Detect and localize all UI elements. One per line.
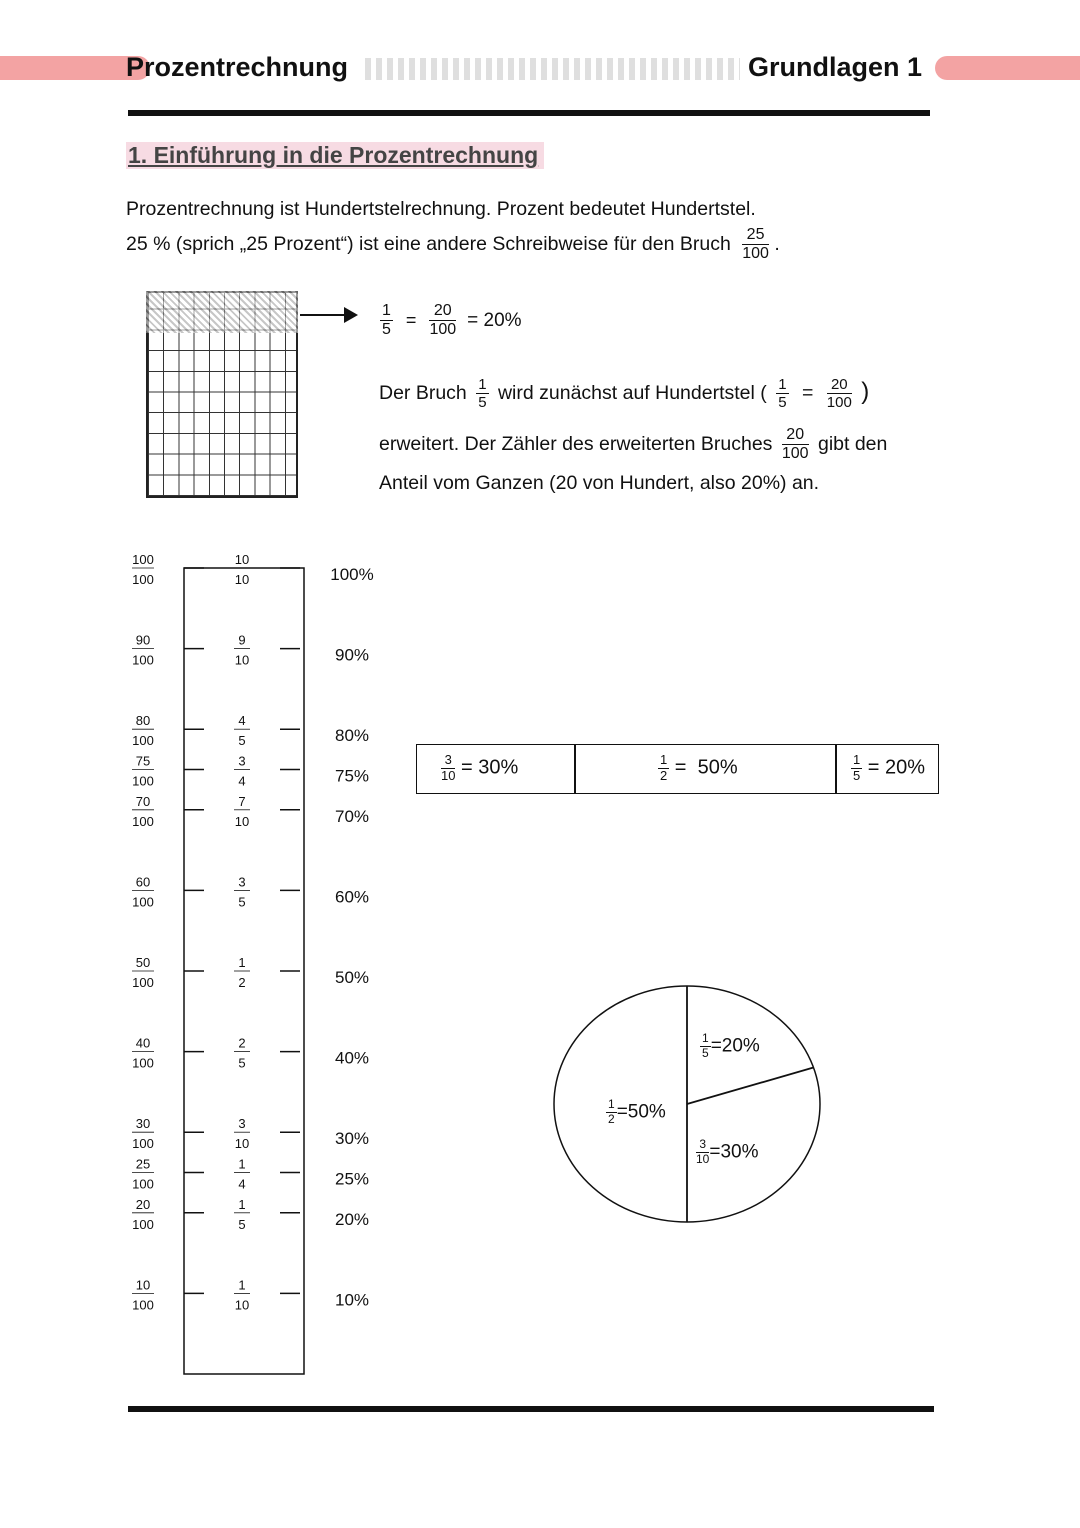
percent-scale [120, 540, 420, 1390]
intro-period: . [774, 233, 780, 256]
fraction-denominator: 100 [781, 445, 809, 463]
fraction-1-5 [851, 753, 862, 784]
scale-percent-label: 50% [334, 968, 370, 987]
fraction-denominator: 2 [608, 1111, 615, 1126]
scale-hundredths-numerator: 50 [135, 955, 151, 970]
header-band-right [935, 56, 1080, 80]
fraction-denominator: 100 [826, 394, 852, 412]
scale-hundredths-denominator: 100 [132, 1216, 154, 1232]
scale-fraction-denominator: 5 [238, 1216, 246, 1232]
fraction-numerator: 1 [608, 1097, 615, 1111]
scale-hundredths-denominator: 100 [132, 894, 154, 910]
header-rule [128, 110, 930, 116]
fraction-numerator: 1 [778, 376, 787, 393]
scale-fraction-numerator: 1 [238, 955, 246, 970]
fraction-numerator: 3 [696, 1138, 709, 1153]
scale-fraction-denominator: 10 [234, 652, 250, 668]
fraction-20-100 [782, 426, 809, 464]
header-noise-decoration [365, 58, 740, 80]
scale-fraction-numerator: 3 [238, 1116, 246, 1132]
bar-separator [835, 745, 837, 793]
example-text-line-3: Anteil vom Ganzen (20 von Hundert, also 20%) an. [379, 472, 820, 494]
scale-hundredths-numerator: 100 [132, 552, 154, 567]
scale-percent-label: 80% [334, 726, 370, 746]
scale-hundredths-denominator: 100 [132, 975, 154, 990]
fraction-numerator: 20 [827, 376, 852, 394]
fraction-1-2 [606, 1098, 617, 1127]
scale-fraction-numerator: 10 [234, 552, 250, 567]
scale-percent-label: 10% [334, 1290, 370, 1310]
fraction-denominator: 2 [660, 767, 668, 783]
bar-segment-30 [441, 753, 518, 784]
bar-segment-label: = 50% [674, 756, 738, 779]
scale-hundredths-denominator: 100 [132, 1297, 154, 1313]
scale-percent-label: 70% [334, 806, 370, 826]
example-text-line-2 [379, 426, 887, 464]
example-equation [380, 302, 522, 340]
pie-chart [540, 980, 840, 1230]
scale-fraction-numerator: 1 [238, 1156, 246, 1172]
scale-fraction-denominator: 5 [238, 733, 246, 749]
pie-label-fifth [700, 1032, 760, 1061]
scale-hundredths-denominator: 100 [132, 1055, 154, 1071]
scale-fraction-numerator: 3 [238, 874, 246, 890]
scale-fraction-numerator: 1 [238, 1277, 246, 1293]
scale-percent-label: 20% [334, 1209, 370, 1229]
fraction-denominator: 5 [382, 321, 391, 339]
scale-percent-label: 90% [334, 645, 370, 665]
fraction-1-5 [380, 302, 393, 340]
scale-fraction-numerator: 1 [238, 1196, 246, 1212]
pie-label-half [606, 1098, 666, 1127]
scale-fraction-numerator: 4 [238, 713, 246, 729]
scale-percent-label: 30% [334, 1129, 370, 1149]
scale-hundredths-numerator: 75 [135, 753, 151, 769]
fraction-numerator: 1 [660, 752, 668, 767]
scale-percent-label: 25% [334, 1169, 370, 1189]
section-title: 1. Einführung in die Prozentrechnung [126, 142, 544, 169]
fraction-numerator: 20 [782, 426, 809, 445]
scale-fraction-denominator: 5 [238, 894, 246, 910]
arrow-line [300, 314, 346, 316]
intro-line-2-text: 25 % (sprich „25 Prozent“) ist eine andere Schreibweise für den Bruch [126, 233, 731, 256]
fraction-denominator: 100 [742, 245, 769, 263]
scale-hundredths-numerator: 60 [135, 874, 151, 890]
fraction-denominator: 100 [429, 321, 457, 339]
equals-sign: = [801, 381, 814, 404]
fraction-25-100 [742, 226, 769, 264]
scale-hundredths-denominator: 100 [132, 733, 154, 749]
bar-segment-label: = 30% [461, 756, 519, 779]
fraction-numerator: 1 [380, 302, 393, 321]
pie-divider-fifth [687, 1068, 813, 1104]
scale-marks [132, 552, 374, 1312]
fraction-1-5 [700, 1032, 711, 1061]
scale-hundredths-denominator: 100 [132, 1136, 154, 1152]
scale-fraction-denominator: 4 [238, 1176, 246, 1192]
fraction-numerator: 20 [429, 302, 456, 321]
fraction-1-2 [658, 753, 669, 784]
fraction-1-5 [776, 376, 788, 412]
fraction-20-100 [429, 302, 456, 340]
example-text-line-1 [379, 376, 869, 412]
fraction-1-5 [476, 376, 488, 412]
fraction-numerator: 1 [853, 752, 861, 767]
scale-hundredths-denominator: 100 [132, 773, 154, 789]
footer-rule [128, 1406, 934, 1412]
intro-line-2 [126, 226, 780, 264]
text-segment: erweitert. Der Zähler des erweiterten Bruches [379, 433, 773, 456]
scale-hundredths-numerator: 20 [135, 1196, 151, 1212]
scale-fraction-denominator: 5 [238, 1055, 246, 1071]
fraction-denominator: 10 [441, 767, 456, 783]
scale-fraction-denominator: 10 [234, 1297, 250, 1313]
scale-fraction-numerator: 2 [238, 1035, 246, 1051]
pie-label-text: =20% [710, 1035, 760, 1057]
pie-label-text: =30% [709, 1141, 759, 1163]
bar-separator [574, 745, 576, 793]
fraction-3-10 [696, 1138, 709, 1167]
scale-percent-label: 75% [334, 766, 370, 786]
scale-fraction-denominator: 4 [238, 773, 246, 789]
scale-percent-label: 100% [330, 565, 374, 584]
scale-hundredths-numerator: 40 [135, 1035, 151, 1051]
scale-hundredths-denominator: 100 [132, 652, 154, 668]
scale-fraction-numerator: 7 [238, 793, 246, 809]
scale-fraction-denominator: 10 [234, 1136, 250, 1152]
text-segment: wird zunächst auf Hundertstel ( [497, 381, 767, 404]
scale-fraction-numerator: 3 [238, 753, 246, 769]
bar-segment-label: = 20% [867, 756, 926, 779]
bar-segment-50 [658, 753, 738, 784]
fraction-bar [416, 744, 939, 794]
scale-hundredths-numerator: 80 [135, 713, 151, 729]
pie-label-tenth [696, 1138, 758, 1167]
scale-fraction-denominator: 2 [238, 975, 246, 990]
scale-fraction-denominator: 10 [234, 572, 250, 587]
fraction-3-10 [441, 753, 455, 784]
scale-fraction-denominator: 10 [234, 813, 250, 829]
intro-line-1: Prozentrechnung ist Hundertstelrechnung. Prozent bedeutet Hundertstel. [126, 198, 756, 220]
scale-fraction-numerator: 9 [238, 632, 246, 648]
equals-sign: = [405, 309, 417, 330]
hundred-grid-shaded-fifth [146, 291, 298, 333]
scale-hundredths-numerator: 30 [135, 1116, 151, 1132]
header-title: Prozentrechnung [126, 52, 349, 82]
fraction-numerator: 25 [742, 226, 769, 245]
fraction-denominator: 10 [696, 1151, 710, 1166]
scale-percent-label: 40% [334, 1048, 370, 1068]
scale-percent-label: 60% [334, 887, 370, 907]
pie-label-text: =50% [616, 1101, 666, 1123]
scale-hundredths-denominator: 100 [132, 813, 154, 829]
fraction-denominator: 5 [778, 394, 787, 412]
fraction-denominator: 5 [853, 767, 861, 783]
bar-segment-20 [851, 753, 925, 784]
fraction-denominator: 5 [702, 1045, 709, 1060]
text-segment: gibt den [817, 433, 888, 456]
scale-hundredths-denominator: 100 [132, 1176, 154, 1192]
scale-hundredths-numerator: 25 [135, 1156, 151, 1172]
fraction-numerator: 1 [702, 1031, 709, 1045]
fraction-numerator: 1 [478, 376, 487, 393]
fraction-20-100 [827, 376, 852, 412]
scale-hundredths-denominator: 100 [132, 572, 154, 587]
text-segment: Der Bruch [379, 381, 467, 404]
closing-paren: ) [861, 377, 870, 405]
header-subtitle: Grundlagen 1 [748, 52, 923, 82]
scale-hundredths-numerator: 10 [135, 1277, 151, 1293]
fraction-numerator: 3 [441, 753, 455, 769]
equation-result: = 20% [467, 309, 522, 331]
scale-hundredths-numerator: 90 [135, 632, 151, 648]
scale-hundredths-numerator: 70 [135, 793, 151, 809]
arrow-right-icon [344, 307, 358, 323]
fraction-denominator: 5 [478, 394, 487, 412]
